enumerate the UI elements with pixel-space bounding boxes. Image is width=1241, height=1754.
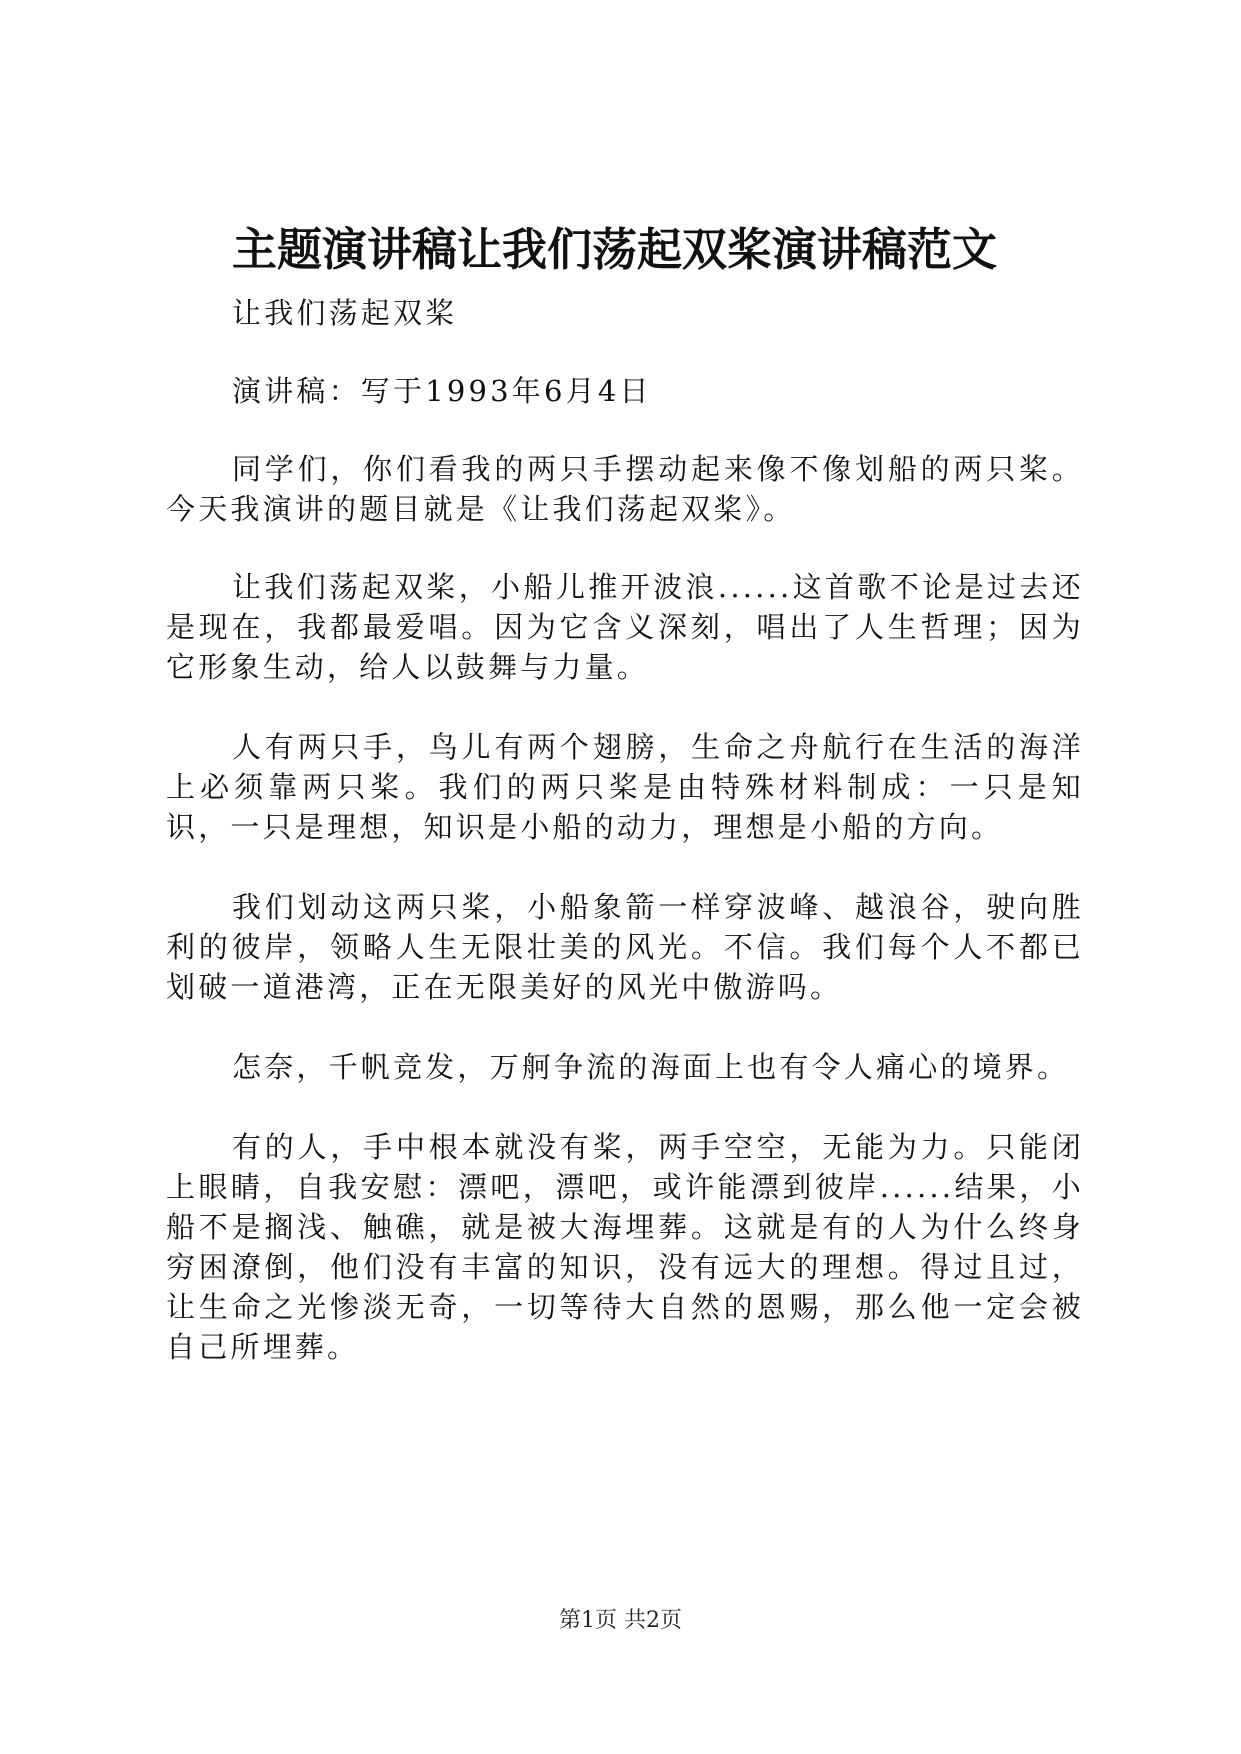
document-title: 主题演讲稿让我们荡起双桨演讲稿范文 [232,223,998,276]
paragraph-subtitle: 让我们荡起双桨 [232,296,458,330]
document-body [166,293,1084,1407]
paragraph-however: 怎奈，千帆竞发，万舸争流的海面上也有令人痛心的境界。 [232,1050,1070,1084]
paragraph-date: 演讲稿：写于1993年6月4日 [232,374,652,408]
page-footer: 第1页 共2页 [559,1608,682,1633]
paragraph-rowing: 我们划动这两只桨，小船象箭一样穿波峰、越浪谷，驶向胜利的彼岸，领略人生无限壮美的风光。不信。我们每个人不都已划破一道港湾，正在无限美好的风光中傲游吗。 [166,890,1084,1004]
paragraph-intro: 同学们，你们看我的两只手摆动起来像不像划船的两只桨。今天我演讲的题目就是《让我们荡起双桨》。 [166,452,1084,526]
paragraph-song: 让我们荡起双桨，小船儿推开波浪......这首歌不论是过去还是现在，我都最爱唱。因为它含义深刻，唱出了人生哲理；因为它形象生动，给人以鼓舞与力量。 [166,570,1084,684]
paragraph-no-oars: 有的人，手中根本就没有桨，两手空空，无能为力。只能闭上眼睛，自我安慰：漂吧，漂吧，或许能漂到彼岸......结果，小船不是搁浅、触礁，就是被大海埋葬。这就是有的人为什么终身穷困潦倒，他们没有丰富的知识，没有远大的理想。得过且过，让生命之光惨淡无奇，一切等待大自然的恩赐，那么他一定会被自己所埋葬。 [166,1130,1084,1364]
paragraph-two-oars: 人有两只手，鸟儿有两个翅膀，生命之舟航行在生活的海洋上必须靠两只桨。我们的两只桨是由特殊材料制成：一只是知识，一只是理想，知识是小船的动力，理想是小船的方向。 [166,730,1084,844]
